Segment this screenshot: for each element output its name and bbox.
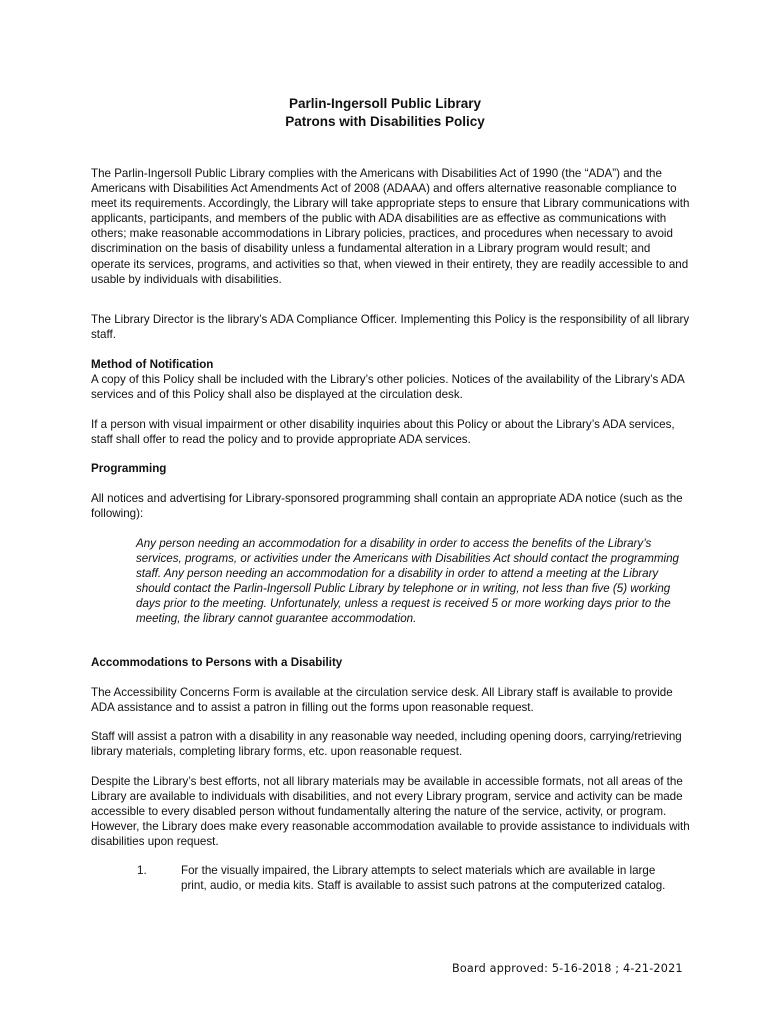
accommodations-heading: Accommodations to Persons with a Disability: [91, 656, 343, 669]
programming-paragraph: All notices and advertising for Library-sponsored programming shall contain an appropriate ADA notice (such as the following):: [91, 492, 683, 521]
notification-paragraph-1: A copy of this Policy shall be included with the Library’s other policies. Notices of the availability of the Library’s ADA services and of this Policy shall also be displayed at the circulation desk.: [91, 373, 685, 402]
notification-paragraph-2: If a person with visual impairment or other disability inquiries about this Policy or about the Library’s ADA services, staff shall offer to read the policy and to provide appropriate ADA services.: [91, 418, 675, 447]
document-subtitle: Patrons with Disabilities Policy: [285, 114, 485, 129]
ada-notice-quote: Any person needing an accommodation for a disability in order to access the benefits of the Library’s services, programs, or activities under the Americans with Disabilities Act should contact the programming staff. Any person needing an accommodation for a disability in order to attend a meeting at the Library should contact the Parlin-Ingersoll Public Library by telephone or in writing, not less than five (5) working days prior to the meeting. Unfortunately, unless a request is received 5 or more working days prior to the meeting, the library cannot guarantee accommodation.: [136, 537, 679, 626]
notification-heading: Method of Notification: [91, 358, 214, 371]
programming-heading: Programming: [91, 462, 167, 475]
list-item-text: For the visually impaired, the Library attempts to select materials which are available in large print, audio, or media kits. Staff is available to assist such patrons at the computerized catalog.: [181, 864, 666, 893]
accommodations-paragraph-3: Despite the Library’s best efforts, not all library materials may be available in accessible formats, not all areas of the Library are available to individuals with disabilities, and not every Library program, service and activity can be made accessible to every disabled person without fundamentally altering the nature of the service, activity, or program. However, the Library does make every reasonable accommodation available to provide assistance to individuals with disabilities upon request.: [91, 775, 690, 849]
accommodations-paragraph-1: The Accessibility Concerns Form is available at the circulation service desk. All Library staff is available to provide ADA assistance and to assist a patron in filling out the forms upon reasonable request.: [91, 686, 673, 715]
intro-paragraph: The Parlin-Ingersoll Public Library complies with the Americans with Disabilities Act of 1990 (the “ADA”) and the Americans with Disabilities Act Amendments Act of 2008 (ADAAA) and offers alternative reasonable compliance to meet its requirements. Accordingly, the Library will take appropriate steps to ensure that Library communications with applicants, participants, and members of the public with ADA disabilities are as effective as communications with others; make reasonable accommodations in Library policies, practices, and procedures when necessary to avoid discrimination on the basis of disability unless a fundamental alteration in a Library program would result; and operate its services, programs, and activities so that, when viewed in their entirety, they are readily accessible to and usable by individuals with disabilities.: [91, 167, 690, 286]
document-title: Parlin-Ingersoll Public Library: [288, 96, 482, 111]
list-item-number: 1.: [137, 864, 147, 877]
accommodations-paragraph-2: Staff will assist a patron with a disability in any reasonable way needed, including opening doors, carrying/retrieving library materials, completing library forms, etc. upon reasonable request.: [91, 730, 682, 759]
director-paragraph: The Library Director is the library’s ADA Compliance Officer. Implementing this Policy is the responsibility of all library staff.: [91, 313, 690, 342]
board-approval-footer: Board approved: 5-16-2018 ; 4-21-2021: [452, 962, 683, 975]
